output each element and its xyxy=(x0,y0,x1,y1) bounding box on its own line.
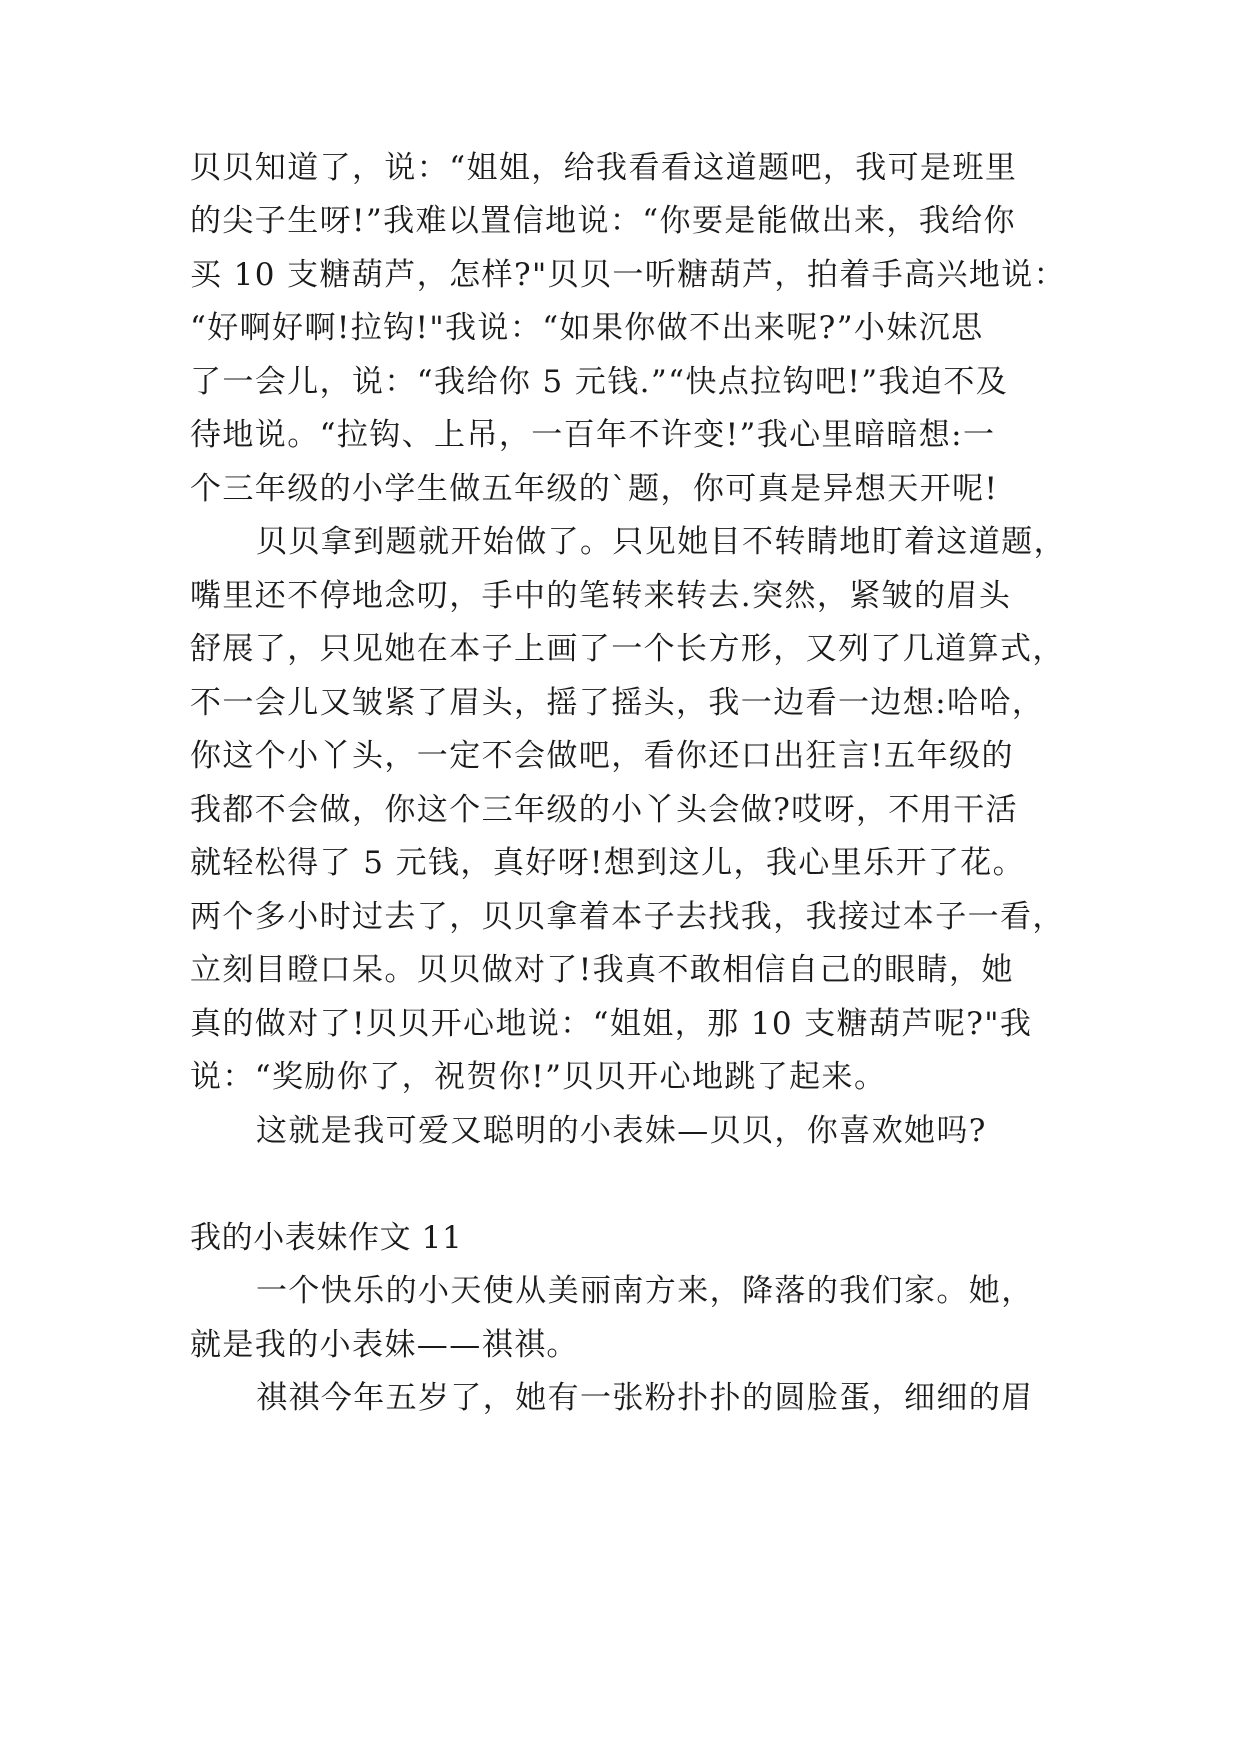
text-line: 的尖子生呀!”我难以置信地说：“你要是能做出来，我给你 xyxy=(190,203,1016,239)
section-heading: 我的小表妹作文 11 xyxy=(190,1220,463,1256)
text-line: 个三年级的小学生做五年级的`题，你可真是异想天开呢! xyxy=(190,471,999,507)
text-line: 贝贝知道了，说：“姐姐，给我看看这道题吧，我可是班里 xyxy=(190,150,1018,186)
text-line: 买 10 支糖葫芦，怎样?"贝贝一听糖葫芦，拍着手高兴地说： xyxy=(190,257,1067,293)
text-line: 不一会儿又皱紧了眉头，摇了摇头，我一边看一边想:哈哈， xyxy=(190,685,1045,721)
text-line: 两个多小时过去了，贝贝拿着本子去找我，我接过本子一看， xyxy=(190,899,1065,935)
paragraph-first-line: 贝贝拿到题就开始做了。只见她目不转睛地盯着这道题， xyxy=(256,524,1066,560)
text-line: 真的做对了!贝贝开心地说：“姐姐，那 10 支糖葫芦呢?"我 xyxy=(190,1006,1033,1042)
paragraph-first-line: 这就是我可爱又聪明的小表妹—贝贝，你喜欢她吗? xyxy=(256,1113,987,1149)
paragraph-first-line: 一个快乐的小天使从美丽南方来，降落的我们家。她， xyxy=(256,1273,1034,1309)
text-line: “好啊好啊!拉钩!"我说：“如果你做不出来呢?”小妹沉思 xyxy=(190,310,984,346)
text-line: 嘴里还不停地念叨，手中的笔转来转去.突然，紧皱的眉头 xyxy=(190,578,1012,614)
text-line: 你这个小丫头，一定不会做吧，看你还口出狂言!五年级的 xyxy=(190,738,1014,774)
text-line: 待地说。“拉钩、上吊，一百年不许变!”我心里暗暗想:一 xyxy=(190,417,996,453)
text-line: 就轻松得了 5 元钱，真好呀!想到这儿，我心里乐开了花。 xyxy=(190,845,1026,881)
text-line: 就是我的小表妹——祺祺。 xyxy=(190,1327,579,1363)
text-line: 立刻目瞪口呆。贝贝做对了!我真不敢相信自己的眼睛，她 xyxy=(190,952,1014,988)
text-line: 了一会儿，说：“我给你 5 元钱.”“快点拉钩吧!”我迫不及 xyxy=(190,364,1009,400)
paragraph-first-line: 祺祺今年五岁了，她有一张粉扑扑的圆脸蛋，细细的眉 xyxy=(256,1380,1034,1416)
text-line: 舒展了，只见她在本子上画了一个长方形，又列了几道算式， xyxy=(190,631,1065,667)
text-line: 说：“奖励你了，祝贺你!”贝贝开心地跳了起来。 xyxy=(190,1059,887,1095)
text-line: 我都不会做，你这个三年级的小丫头会做?哎呀，不用干活 xyxy=(190,792,1019,828)
